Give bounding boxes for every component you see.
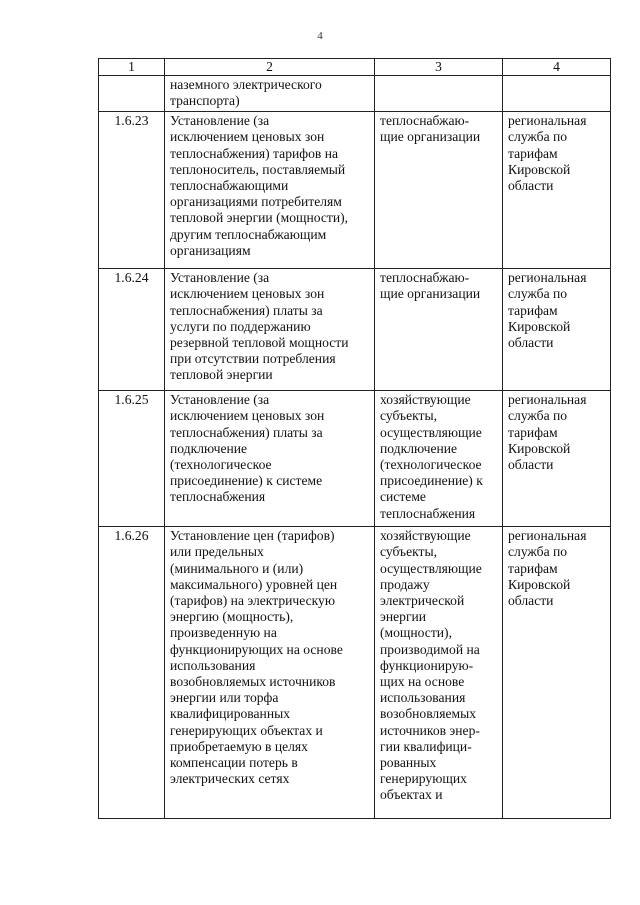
column-header-1: 1	[99, 59, 165, 76]
table-row	[99, 391, 611, 527]
row-number: 1.6.23	[99, 112, 165, 269]
row-subject: хозяйствующие субъекты, осуществляющие продажу электрической энергии (мощности), производимой на функционирую- щих на основе использования возобновляемых источников энер- гии квалифици- рованных генерирующих объектах и	[375, 527, 503, 819]
row-description: Установление (за исключением ценовых зон теплоснабжения) платы за подключение (технологическое присоединение) к системе теплоснабжения	[165, 391, 375, 527]
row-description: Установление (за исключением ценовых зон теплоснабжения) платы за услуги по поддержанию резервной тепловой мощности при отсутствии потребления тепловой энергии	[165, 269, 375, 391]
row-subject: теплоснабжаю- щие организации	[375, 112, 503, 269]
row-authority: региональная служба по тарифам Кировской области	[503, 391, 611, 527]
row-description: Установление (за исключением ценовых зон теплоснабжения) тарифов на теплоноситель, поставляемый теплоснабжающими организациями потребителям тепловой энергии (мощности), другим теплоснабжающим организациям	[165, 112, 375, 269]
row-description: Установление цен (тарифов) или предельных (минимального и (или) максимального) уровней цен (тарифов) на электрическую энергию (мощность), произведенную на функционирующих на основе использования возобновляемых источников энергии или торфа квалифицированных генерирующих объектах и приобретаемую в целях компенсации потерь в электрических сетях	[165, 527, 375, 819]
row-number: 1.6.25	[99, 391, 165, 527]
row-number: 1.6.26	[99, 527, 165, 819]
table-header-row	[99, 59, 611, 76]
row-authority	[503, 76, 611, 112]
table-row	[99, 269, 611, 391]
page-number: 4	[317, 30, 323, 42]
regulation-table	[98, 58, 611, 819]
row-subject: хозяйствующие субъекты, осуществляющие подключение (технологическое присоединение) к системе теплоснабжения	[375, 391, 503, 527]
row-description: наземного электрического транспорта)	[165, 76, 375, 112]
row-authority: региональная служба по тарифам Кировской области	[503, 269, 611, 391]
row-number: 1.6.24	[99, 269, 165, 391]
row-authority: региональная служба по тарифам Кировской области	[503, 527, 611, 819]
column-header-2: 2	[165, 59, 375, 76]
row-subject: теплоснабжаю- щие организации	[375, 269, 503, 391]
table-row	[99, 112, 611, 269]
row-subject	[375, 76, 503, 112]
column-header-3: 3	[375, 59, 503, 76]
column-header-4: 4	[503, 59, 611, 76]
table-row	[99, 527, 611, 819]
row-authority: региональная служба по тарифам Кировской области	[503, 112, 611, 269]
row-number	[99, 76, 165, 112]
table-row	[99, 76, 611, 112]
